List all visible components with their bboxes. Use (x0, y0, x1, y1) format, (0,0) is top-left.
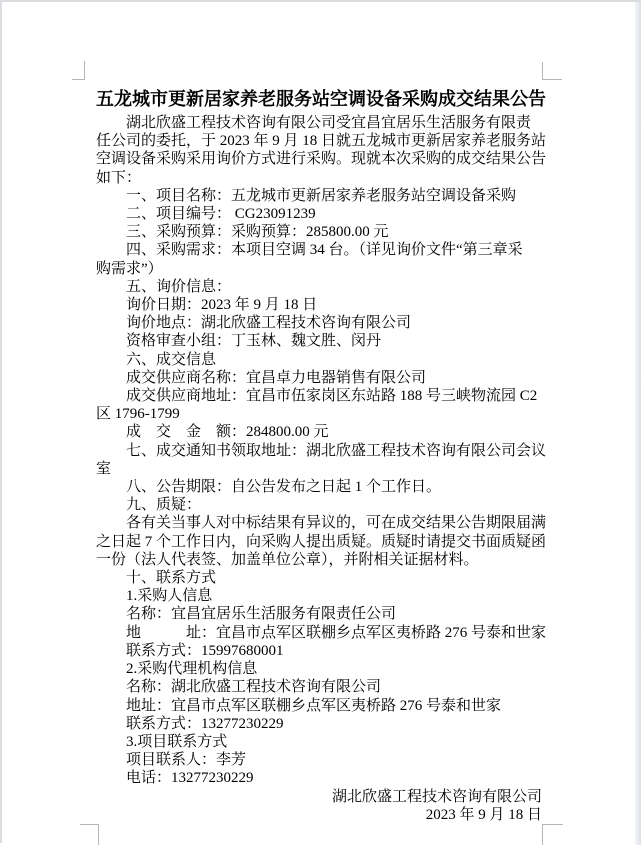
text-line: 联系方式：15997680001 (126, 642, 284, 659)
text-line: 1.采购人信息 (126, 588, 213, 605)
text-line: 成 交 金 额：284800.00 元 (126, 424, 329, 441)
text-line: 六、成交信息 (126, 351, 217, 368)
text-line: 联系方式：13277230229 (126, 715, 284, 732)
text-line: 2023 年 9 月 18 日 (425, 806, 542, 823)
text-line: 购需求”） (96, 260, 163, 277)
text-line: 询价日期：2023 年 9 月 18 日 (126, 297, 318, 314)
text-line: 资格审查小组：丁玉林、魏文胜、闵丹 (126, 333, 382, 350)
text-line: 七、成交通知书领取地址：湖北欣盛工程技术咨询有限公司会议 (126, 442, 547, 459)
text-line: 二、项目编号： CG23091239 (126, 206, 316, 223)
text-line: 五、询价信息： (126, 278, 232, 295)
text-line: 如下： (96, 169, 142, 186)
text-line: 名称：湖北欣盛工程技术咨询有限公司 (126, 679, 382, 696)
text-line: 2.采购代理机构信息 (126, 661, 258, 678)
text-line: 空调设备采购采用询价方式进行采购。现就本次采购的成交结果公告 (96, 151, 547, 168)
text-line: 八、公告期限：自公告发布之日起 1 个工作日。 (126, 479, 442, 496)
text-line: 成交供应商名称：宜昌卓力电器销售有限公司 (126, 369, 427, 386)
text-line: 3.项目联系方式 (126, 733, 228, 750)
text-line: 一份（法人代表签、加盖单位公章），并附相关证据材料。 (96, 551, 479, 568)
document-content (96, 88, 547, 824)
text-line: 成交供应商地址：宜昌市伍家岗区东站路 188 号三峡物流园 C2 (126, 388, 538, 405)
text-line: 地 址：宜昌市点军区联棚乡点军区夷桥路 276 号泰和世家 (126, 624, 547, 641)
text-line: 区 1796-1799 (96, 406, 180, 423)
document-title: 五龙城市更新居家养老服务站空调设备采购成交结果公告 (96, 89, 546, 109)
text-line: 一、项目名称：五龙城市更新居家养老服务站空调设备采购 (126, 187, 517, 204)
text-line: 湖北欣盛工程技术咨询有限公司受宜昌宜居乐生活服务有限责 (126, 115, 532, 131)
text-line: 四、采购需求：本项目空调 34 台。（详见询价文件“第三章采 (126, 242, 523, 259)
text-line: 地址：宜昌市点军区联棚乡点军区夷桥路 276 号泰和世家 (126, 697, 502, 714)
margin-corner-mark-top-right (542, 62, 562, 80)
text-line: 名称：宜昌宜居乐生活服务有限责任公司 (126, 606, 397, 623)
margin-corner-mark-top-left (72, 61, 85, 80)
page-right-edge-shade (635, 2, 641, 845)
text-line: 各有关当事人对中标结果有异议的，可在成交结果公告期限届满 (126, 515, 547, 532)
margin-corner-mark-bottom-left (80, 824, 99, 845)
margin-corner-mark-bottom-right (542, 824, 563, 845)
text-line: 之日起 7 个工作日内，向采购人提出质疑。质疑时请提交书面质疑函 (96, 533, 547, 550)
document-body (96, 114, 547, 824)
text-line: 任公司的委托，于 2023 年 9 月 18 日就五龙城市更新居家养老服务站 (96, 133, 547, 150)
text-line: 项目联系人：李芳 (126, 752, 247, 769)
text-line: 十、联系方式 (126, 570, 217, 587)
text-line: 三、采购预算：采购预算：285800.00 元 (126, 224, 389, 241)
text-line: 询价地点：湖北欣盛工程技术咨询有限公司 (126, 315, 412, 332)
text-line: 九、质疑： (126, 497, 202, 514)
text-line: 室 (96, 460, 112, 477)
text-line: 湖北欣盛工程技术咨询有限公司 (331, 788, 542, 805)
text-line: 电话：13277230229 (126, 770, 254, 787)
